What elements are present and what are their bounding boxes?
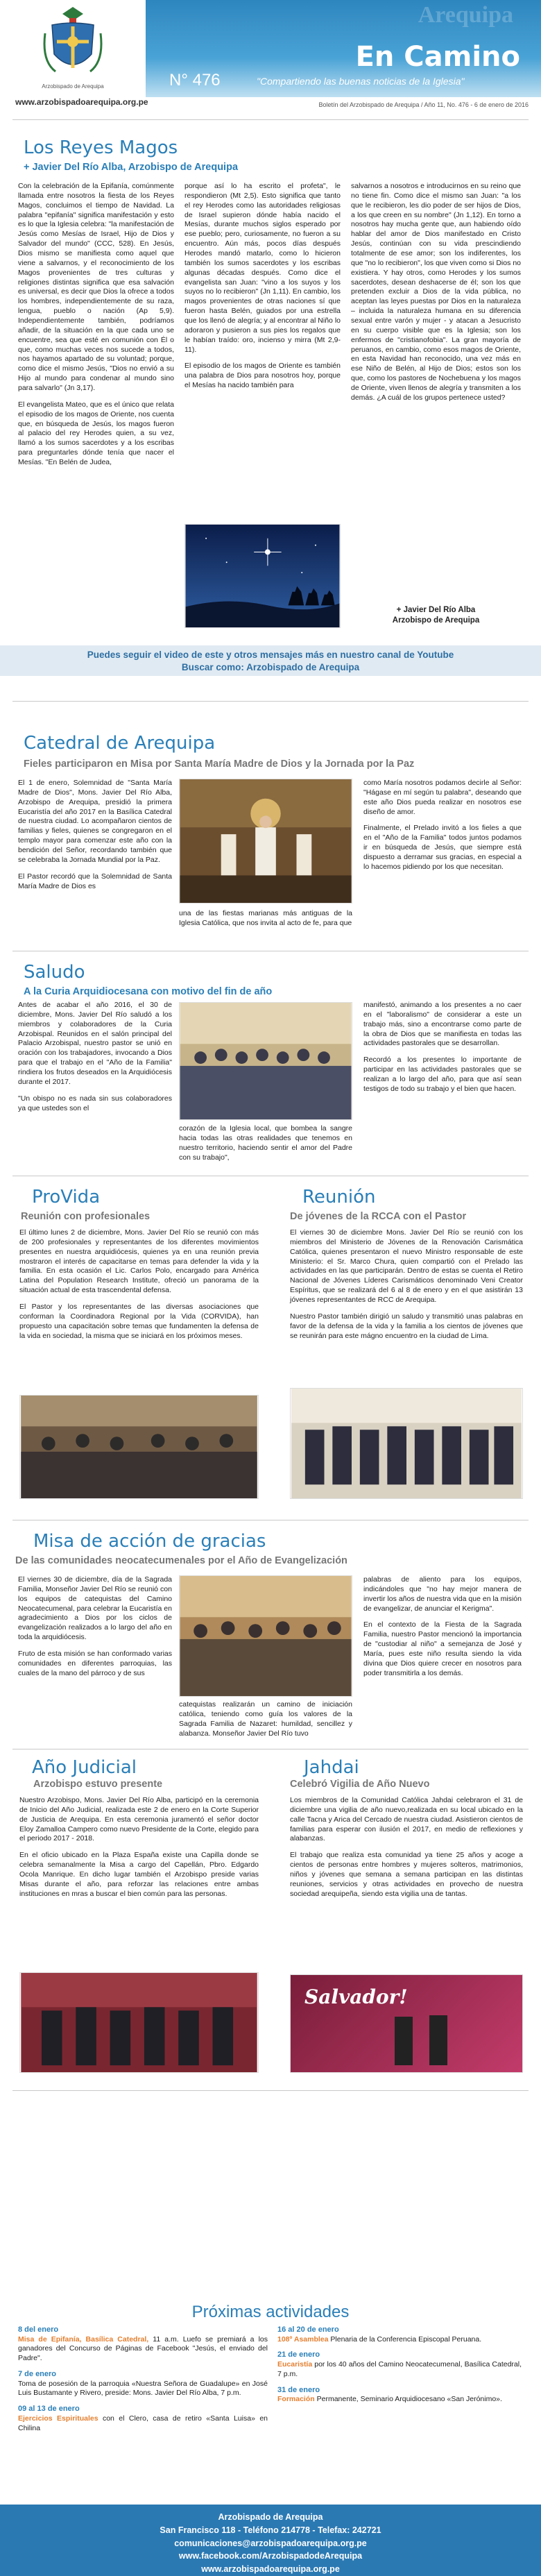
paragraph: Con la celebración de la Epifanía, comúnmente llamada entre nosotros la fiesta de los Reyes Magos, concluimos el tiempo de Navidad. La palabra "epifanía" significa manifestación y esto es lo que la Iglesia celebra: "la manifestación de Jesús como Mesías de Israel, Hijo de Dios y Salvador del mundo" (CCC, 528). En Jesús, Dios mismo se manifiesta como aquel que viene a salvarnos, y el reconocimiento de los Magos provenientes de tres culturas y religiones distintas significa que esa salvación es universal, es decir que Dios la ofrece a todos los hombres, independientemente de su raza, lengua, pueblo o nación (Ap 5,9). Independientemente también, podríamos añadir, de la situación en la que cada uno se encuentre, sea que esté en comunión con Él o que, como muchas veces nos sucede a todos, nos hayamos apartado de su voluntad; porque, como dice el mismo Jesús, "Dios no envió a su Hijo al mundo para condenar al mundo sino para salvarlo" (Jn 3,17).	[18, 182, 174, 393]
agenda-text: con el Clero, casa de retiro «Santa Luisa» en Chilina	[18, 2414, 268, 2432]
paragraph: salvarnos a nosotros e introducirnos en su reino que no tiene fin. Como dice el mismo san Juan: "a los que le recibieron, les dio poder de ser hijos de Dios, a los que creen en su nombre" (Jn 1,12). En torno a nosotros hay mucha gente que, aun habiendo oído hablar del amor de Dios manifestado en Cristo Jesús, continúan con su vida prescindiendo totalmente de ese amor; son los indiferentes, los que "no lo recibieron", los que viven como si Dios no existiera. Y hay otros, como Herodes y los sumos sacerdotes, desean deshacerse de él; son los que pretenden excluir a Dios de la vida pública, no aceptan las leyes puestas por Dios en la naturaleza – incluida la naturaleza humana en su diferencia sexual entre varón y mujer - y atacan a Jesucristo en su cuerpo visible que es la Iglesia; son los enfermos de "cristianofobia". La gran mayoría de peruanos, en cambio, como esos magos de Oriente, en esta Navidad han reconocido, una vez más en ese Niño de Belén, al Hijo de Dios; estos son los que, como los pastores de Nochebuena y los magos de Oriente, viven llenos de alegría y transmiten a los demás. ¿A cuál de los grupos pertenece usted?	[351, 182, 521, 402]
paragraph: Recordó a los presentes lo importante de participar en las actividades pastorales que se realizan a lo largo del año, para que así sean testigos de todo su trabajo y el bien que hacen.	[363, 1056, 522, 1093]
paragraph: Los miembros de la Comunidad Católica Jahdai celebraron el 31 de diciembre una vigilia de año nuevo,realizada en su local ubicado en la calle Tacna y Arica del Cercado de nuestra ciudad. Asistieron cientos de familias para esperar con ilusión el 2017, en medio de reflexiones y alabanzas.	[290, 1796, 523, 1843]
section-title-misa: Misa de acción de gracias	[33, 1531, 266, 1552]
paragraph: Finalmente, el Prelado invitó a los fieles a que en el "Año de la Familia" todos juntos podamos ir en búsqueda de Jesús, que siempre está dispuesto a derramar sus gracias, en especial a lo hacemos pidiendo por los que necesitan.	[363, 824, 522, 871]
paragraph: como María nosotros podamos decirle al Señor: "Hágase en mí según tu palabra", deseando que este año Dios pueda realizar en nosotros ese diseño de amor.	[363, 779, 522, 816]
paragraph: Antes de acabar el año 2016, el 30 de diciembre, Mons. Javier Del Río saludó a los miembros y colaboradores de la Curia Arzobispal. Reunidos en el salón principal del Palacio Arzobispal, nuestro pastor se unió en oración con los trabajadores, invocando a Dios para que el trabajo en el "Año de la Familia" rindiera los frutos deseados en la Arquidiócesis durante el 2017.	[18, 1001, 172, 1086]
paragraph: Nuestro Arzobispo, Mons. Javier Del Río Alba, participó en la ceremonia de Inicio del Año Judicial, realizada este 2 de enero en la Corte Superior de Justicia de Arequipa. En esta ceremonia juramentó el señor doctor Eloy Zamalloa Campero como nuevo Presidente de la Corte, elegido para el periodo 2017 - 2018.	[19, 1796, 259, 1843]
paragraph: El trabajo que realiza esta comunidad ya tiene 25 años y acoge a cientos de personas entre hombres y mujeres solteros, matrimonios, niños y jóvenes que semana a semana participan en las distintas reuniones, servicios y otras actividades en provecho de nuestra sociedad arequipeña, siendo esta vigilia una de tantas.	[290, 1851, 523, 1898]
catedral-column-2	[179, 909, 352, 935]
speaker-figure	[395, 2017, 413, 2065]
paragraph: El Pastor y los representantes de las diversas asociaciones que conforman la Coordinadora Regional por la Vida (CORVIDA), han propuesto una capacitación sobre temas que fundamenten la defensa de la vida en sociedad, la misma que se iniciará en los próximos meses.	[19, 1303, 259, 1340]
agenda-date: 31 de enero	[277, 2385, 320, 2394]
agenda-right	[277, 2325, 522, 2410]
upcoming-activities-title: Próximas actividades	[191, 2303, 350, 2321]
section-title-reunion: Reunión	[302, 1187, 376, 1208]
section-subtitle-misa: De las comunidades neocatecumenales por el Año de Evangelización	[15, 1555, 347, 1566]
paragraph: manifestó, animando a los presentes a no caer en el "laboralismo" de considerar a este un trabajo más, sino a encontrarse como parte de la obra de Dios que se manifiesta en todas las actividades pastorales que se desarrollan.	[363, 1001, 522, 1048]
catedral-column-3	[363, 779, 522, 879]
divider	[12, 701, 529, 702]
jahdai-body	[290, 1796, 523, 1906]
reunion-body	[290, 1228, 523, 1348]
curia-greeting-photo	[179, 1002, 352, 1120]
signature-name: + Javier Del Río Alba	[396, 606, 476, 614]
paragraph: corazón de la Iglesia local, que bombea la sangre hacia todas las otras realidades que tenemos en nuestro territorio, haciendo sentir el amor del Padre con su trabajo",	[179, 1124, 352, 1162]
paragraph: "Un obispo no es nada sin sus colaboradores ya que ustedes son el	[18, 1094, 172, 1112]
footer-email-link[interactable]: comunicaciones@arzobispadoarequipa.org.pe	[174, 2538, 367, 2548]
section-subtitle-reunion: De jóvenes de la RCCA con el Pastor	[290, 1211, 467, 1222]
agenda-item	[18, 2369, 268, 2398]
reyes-column-1	[18, 182, 174, 475]
agenda-item	[277, 2385, 522, 2405]
agenda-highlight: Eucaristía	[277, 2359, 313, 2369]
youtube-search-line[interactable]: Buscar como: Arzobispado de Arequipa	[181, 662, 360, 673]
agenda-text: 11 a.m. Luefo se premiará a los ganadores del Concurso de Páginas de Facebook "Jesús, el enviado del Padre".	[18, 2334, 268, 2363]
cathedral-mass-photo	[179, 779, 352, 904]
agenda-date: 09 al 13 de enero	[18, 2405, 80, 2414]
coat-of-arms-logo	[42, 6, 104, 85]
logo-caption: Arzobispado de Arequipa	[42, 83, 104, 90]
agenda-item	[277, 2350, 522, 2379]
magi-night-illustration	[184, 524, 341, 628]
agenda-text: por los 40 años del Camino Neocatecumenal, Basílica Catedral, 7 p.m.	[277, 2359, 522, 2378]
agenda-left	[18, 2325, 268, 2439]
paragraph: porque así lo ha escrito el profeta", le respondieron (Mt 2,5). Esto significa que tanto el rey Herodes como las autoridades religiosas de Israel supieron dónde había nacido el Mesías, durante muchos siglos esperado por ese pueblo; pero, curiosamente, no fueron a su encuentro. Aún más, pocos días después Herodes mandó matarlo, como lo hicieron también los sumos sacerdotes y los escribas algunas décadas después. Como dice el evangelista san Juan: "vino a los suyos y los suyos no lo recibieron" (Jn 1,11). En cambio, los magos provenientes de otras naciones sí que fueron hasta Belén, guiados por una estrella que los llenó de alegría; y al encontrar al Niño lo adoraron y pusieron a sus pies los regalos que le habían traído: oro, incienso y mirra (Mt 2,9-11).	[184, 182, 341, 354]
section-title-jahdai: Jahdai	[304, 1757, 359, 1778]
saludo-column-3	[363, 1001, 522, 1101]
masthead-banner	[146, 0, 541, 97]
site-url[interactable]: www.arzobispadoarequipa.org.pe	[15, 97, 148, 107]
paragraph: En el contexto de la Fiesta de la Sagrada Familia, nuestro Pastor mencionó la importancia de "custodiar al niño" a semejanza de José y María, pues este niño resulta siendo la vida divina que Dios quiere crecer en nosotros para poder transmitirla a los demás.	[363, 1620, 522, 1677]
agenda-text: Plenaria de la Conferencia Episcopal Peruana.	[328, 2334, 482, 2344]
provida-meeting-photo	[19, 1395, 259, 1499]
section-subtitle-catedral: Fieles participaron en Misa por Santa María Madre de Dios y la Jornada por la Paz	[24, 759, 415, 770]
catedral-column-1	[18, 779, 172, 898]
paragraph: una de las fiestas marianas más antiguas de la Iglesia Católica, que nos invita al acto de fe, para que	[179, 909, 352, 927]
agenda-text: Permanente, Seminario Arquidiocesano «San Jerónimo».	[314, 2395, 502, 2404]
speaker-figure	[429, 2015, 447, 2065]
divider	[12, 119, 529, 120]
header	[0, 0, 541, 117]
divider	[12, 2090, 529, 2091]
agenda-item	[18, 2404, 268, 2433]
footer	[0, 2505, 541, 2576]
slogan: "Compartiendo las buenas noticias de la Iglesia"	[257, 76, 465, 87]
misa-column-2	[179, 1700, 352, 1745]
agenda-highlight: Ejercicios Espirituales	[18, 2414, 98, 2423]
paragraph: palabras de aliento para los equipos, indicándoles que "no hay mejor manera de invertir los años de nuestra vida que en la misión de evangelizar, de anunciar el Kerigma".	[363, 1575, 522, 1613]
section-title-provida: ProVida	[32, 1187, 101, 1208]
paragraph: El último lunes 2 de diciembre, Mons. Javier Del Río se reunió con más de 200 profesionales y representantes de los diferentes movimientos presentes en nuestra arquidiócesis, quienes ya en una reunión previa mostraron el interés de capacitarse en temas para defender la vida y la familia. En esta ocasión el Lic. Carlos Polo, encargado para América Latina del Population Research Institute, ofreció un panorama de la situación actual de esta trascendental defensa.	[19, 1228, 259, 1295]
youtube-banner	[0, 645, 541, 676]
youtube-line: Puedes seguir el video de este y otros mensajes más en nuestro canal de Youtube	[87, 650, 454, 660]
footer-org: Arzobispado de Arequipa	[218, 2512, 323, 2522]
jahdai-vigil-photo	[290, 1974, 523, 2073]
agenda-highlight: Misa de Epifanía, Basílica Catedral,	[18, 2334, 149, 2344]
paragraph: Fruto de esta misión se han conformado varias comunidades en diferentes parroquias, las cuales de la mano del párroco y de sus	[18, 1650, 172, 1677]
provida-body	[19, 1228, 259, 1348]
section-subtitle-reyes: + Javier Del Río Alba, Arzobispo de Arequipa	[24, 162, 239, 173]
agenda-item	[18, 2325, 268, 2364]
signature-role: Arzobispo de Arequipa	[392, 616, 480, 625]
paragraph: El 1 de enero, Solemnidad de "Santa María Madre de Dios", Mons. Javier Del Río Alba, Arzobispo de Arequipa, presidió la primera Eucaristía del año 2017 en la Basílica Catedral de nuestra ciudad. Lo acompañaron cientos de familias y fieles, quienes se congregaron en el templo mayor para comenzar este año con la bendición del Señor, recordando también que se celebraba la Jornada Mundial por la Paz.	[18, 779, 172, 864]
paragraph: catequistas realizarán un camino de iniciación católica, teniendo como guía los valores de la Sagrada Familia de Nazaret: humildad, sencillez y alabanza. Monseñor Javier Del Río tuvo	[179, 1700, 352, 1738]
agenda-date: 8 del enero	[18, 2325, 59, 2334]
agenda-highlight: 108º Asamblea	[277, 2334, 329, 2344]
footer-address: San Francisco 118 - Teléfono 214778 - Telefax: 242721	[160, 2525, 381, 2535]
rcca-youth-photo	[290, 1388, 523, 1499]
judicial-body	[19, 1796, 259, 1906]
section-title-reyes: Los Reyes Magos	[24, 137, 178, 158]
section-title-judicial: Año Judicial	[32, 1757, 137, 1778]
section-subtitle-provida: Reunión con profesionales	[21, 1211, 151, 1222]
section-subtitle-saludo: A la Curia Arquidiocesana con motivo del fin de año	[24, 986, 273, 997]
agenda-text: Toma de posesión de la parroquia «Nuestra Señora de Guadalupe» en José Luis Bustamante y Rivero, preside: Mons. Javier Del Río Alba, 7 p.m.	[18, 2379, 268, 2398]
misa-column-3	[363, 1575, 522, 1686]
reyes-column-2	[184, 182, 341, 398]
paragraph: El episodio de los magos de Oriente es también una palabra de Dios para nosotros hoy, porque el Mesías ha nacido también para	[184, 362, 341, 390]
agenda-date: 7 de enero	[18, 2370, 57, 2379]
section-title-catedral: Catedral de Arequipa	[24, 733, 216, 754]
footer-facebook-link[interactable]: www.facebook.com/ArzobispadodeArequipa	[178, 2551, 363, 2561]
section-subtitle-judicial: Arzobispo estuvo presente	[33, 1779, 163, 1790]
paragraph: El Pastor recordó que la Solemnidad de Santa María Madre de Dios es	[18, 872, 172, 890]
paragraph: El evangelista Mateo, que es el único que relata el episodio de los magos de Oriente, nos cuenta que, en búsqueda de Jesús, los magos fueron al palacio del rey Herodes quien, a su vez, llamó a los sumos sacerdotes y a los escribas para preguntarles dónde tenía que nacer el Mesías. "En Belén de Judea,	[18, 400, 174, 467]
section-title-saludo: Saludo	[24, 962, 85, 983]
misa-column-1	[18, 1575, 172, 1686]
jahdai-banner-text: Salvador!	[304, 1985, 408, 2008]
paragraph: Nuestro Pastor también dirigió un saludo y transmitió unas palabras en favor de la defensa de la vida y la familia a los cientos de jóvenes que se reunirán para este mágno encuentro en la ciudad de Lima.	[290, 1312, 523, 1340]
neocatechumenal-mass-photo	[179, 1575, 352, 1697]
footer-website-link[interactable]: www.arzobispadoarequipa.org.pe	[201, 2564, 340, 2574]
agenda-date: 16 al 20 de enero	[277, 2325, 339, 2334]
paragraph: El viernes 30 de diciembre, día de la Sagrada Familia, Monseñor Javier Del Río se reunió con los equipos de catequistas del Camino Neocatecumenal, para celebrar la Eucaristía en agradecimiento a Dios por los ciclos de evangelización realizados a lo largo del año en toda la arquidiócesis.	[18, 1575, 172, 1642]
signature	[351, 605, 521, 626]
issue-number: N° 476	[169, 71, 221, 90]
reyes-column-3	[351, 182, 521, 410]
section-subtitle-jahdai: Celebró Vigilia de Año Nuevo	[290, 1779, 430, 1790]
agenda-date: 21 de enero	[277, 2350, 320, 2359]
paragraph: El viernes 30 de diciembre Mons. Javier Del Río se reunió con los miembros del Ministerio de Jóvenes de la Renovación Carismática Católica, quienes presentaron el nuevo Ministro responsable de este Ministerio: el Sr. Marco Chura, quien compartió con el Prelado las actividades en las que participarán. Dentro de estas se cuenta el Retiro Nacional de Jóvenes Líderes Carismáticos denominado Veni Creator Espíritus, que se realizará del 6 al 8 de enero y en el que asistirán 13 jóvenes representantes de RCC de Arequipa.	[290, 1228, 523, 1305]
paragraph: En el oficio ubicado en la Plaza España existe una Capilla donde se celebra semanalmente la Misa a cargo del Capellán, Pbro. Edgardo Ocola Manrique. En dicho lugar también el Arzobispo preside varias Misas durante el año, para reforzar las relaciones entre ambas instituciones en mras a buscar el bien común para las personas.	[19, 1851, 259, 1898]
saludo-column-2	[179, 1124, 352, 1169]
agenda-item	[277, 2325, 522, 2344]
agenda-highlight: Formación	[277, 2395, 315, 2404]
banner-watermark: Arequipa	[418, 2, 513, 28]
bulletin-line: Boletín del Arzobispado de Arequipa / Año 11, No. 476 - 6 de enero de 2016	[318, 101, 529, 108]
judicial-ceremony-photo	[19, 1972, 259, 2073]
masthead-title: En Camino	[355, 41, 520, 73]
saludo-column-1	[18, 1001, 172, 1120]
